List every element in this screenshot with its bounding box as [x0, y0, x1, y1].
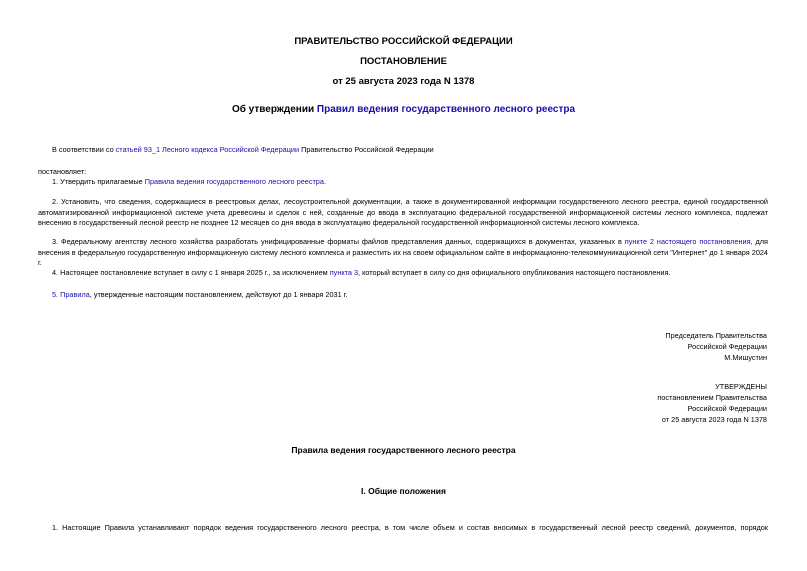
approved-org: Российской Федерации — [687, 404, 767, 413]
document-title — [0, 104, 807, 115]
item-4-link[interactable]: пункта 3 — [329, 268, 359, 277]
doc-type-heading: ПОСТАНОВЛЕНИЕ — [360, 56, 447, 67]
item-3 — [38, 237, 768, 269]
signature-org: Российской Федерации — [687, 342, 767, 351]
title-prefix: Об утверждении — [231, 104, 317, 115]
item-4-text-a: 4. Настоящее постановление вступает в силу с 1 января 2025 г., за исключением — [52, 268, 330, 277]
item-3-link[interactable]: пункте 2 настоящего постановления — [624, 237, 751, 246]
section-heading: I. Общие положения — [361, 486, 446, 496]
item-5-text: , утвержденные настоящим постановлением, действуют до 1 января 2031 г. — [89, 290, 348, 299]
signature-block — [665, 330, 767, 363]
item-2: 2. Установить, что сведения, содержащиеся в реестровых делах, лесоустроительной документации, а также в документированной информации государственного лесного реестра, единой государственной автоматизированной информационной системе учета древесины и сделок с ней, созданные до ввода в эксплуатацию федеральной государственной информационной системы лесного комплекса, подлежат внесению в государственный лесной реестр не позднее 12 месяцев со дня ввода в эксплуатацию федеральной государственной информационной системы лесного комплекса. — [38, 197, 768, 227]
decides-text: постановляет: — [38, 167, 87, 176]
item-5 — [38, 290, 768, 301]
item-5-link[interactable]: Правила — [60, 290, 90, 299]
approved-label: УТВЕРЖДЕНЫ — [715, 382, 767, 391]
item-1-end: . — [323, 177, 326, 186]
approved-date: от 25 августа 2023 года N 1378 — [661, 415, 767, 424]
preamble — [38, 145, 768, 156]
item-4 — [38, 268, 768, 279]
signature-name: М.Мишустин — [724, 353, 767, 362]
rules-title: Правила ведения государственного лесного реестра — [291, 445, 516, 455]
preamble-link[interactable]: статьей 93_1 Лесного кодекса Российской Федерации — [115, 145, 300, 154]
item-1-text: 1. Утвердить прилагаемые — [52, 177, 145, 186]
approved-by: постановлением Правительства — [657, 393, 767, 402]
preamble-text-1: В соответствии со — [52, 145, 116, 154]
preamble-text-2: Правительство Российской Федерации — [299, 145, 434, 154]
title-link[interactable]: Правил ведения государственного лесного реестра — [316, 104, 576, 115]
item-1 — [38, 177, 768, 188]
item-3-text-b: , для внесения в федеральную государственную информационную систему лесного комплекса и разместить их на своем официальном сайте в информационно-телекоммуникационной сети "Интернет" до 1 января 2024 г. — [38, 237, 768, 267]
rules-item-1: 1. Настоящие Правила устанавливают порядок ведения государственного лесного реестра, в том числе объем и состав вносимых в государственный лесной реестр сведений, документов, порядок — [52, 523, 768, 532]
item-4-text-b: , который вступает в силу со дня официального опубликования настоящего постановления. — [358, 268, 671, 277]
signature-title: Председатель Правительства — [665, 331, 767, 340]
item-1-link[interactable]: Правила ведения государственного лесного реестра — [144, 177, 324, 186]
date-number-heading: от 25 августа 2023 года N 1378 — [332, 76, 475, 87]
item-3-text-a: 3. Федеральному агентству лесного хозяйства разработать унифицированные форматы файлов представления данных, содержащихся в документах, указанных в — [52, 237, 625, 246]
government-heading: ПРАВИТЕЛЬСТВО РОССИЙСКОЙ ФЕДЕРАЦИИ — [294, 36, 513, 47]
item-5-number: 5. — [52, 290, 61, 299]
approved-block — [657, 381, 767, 425]
